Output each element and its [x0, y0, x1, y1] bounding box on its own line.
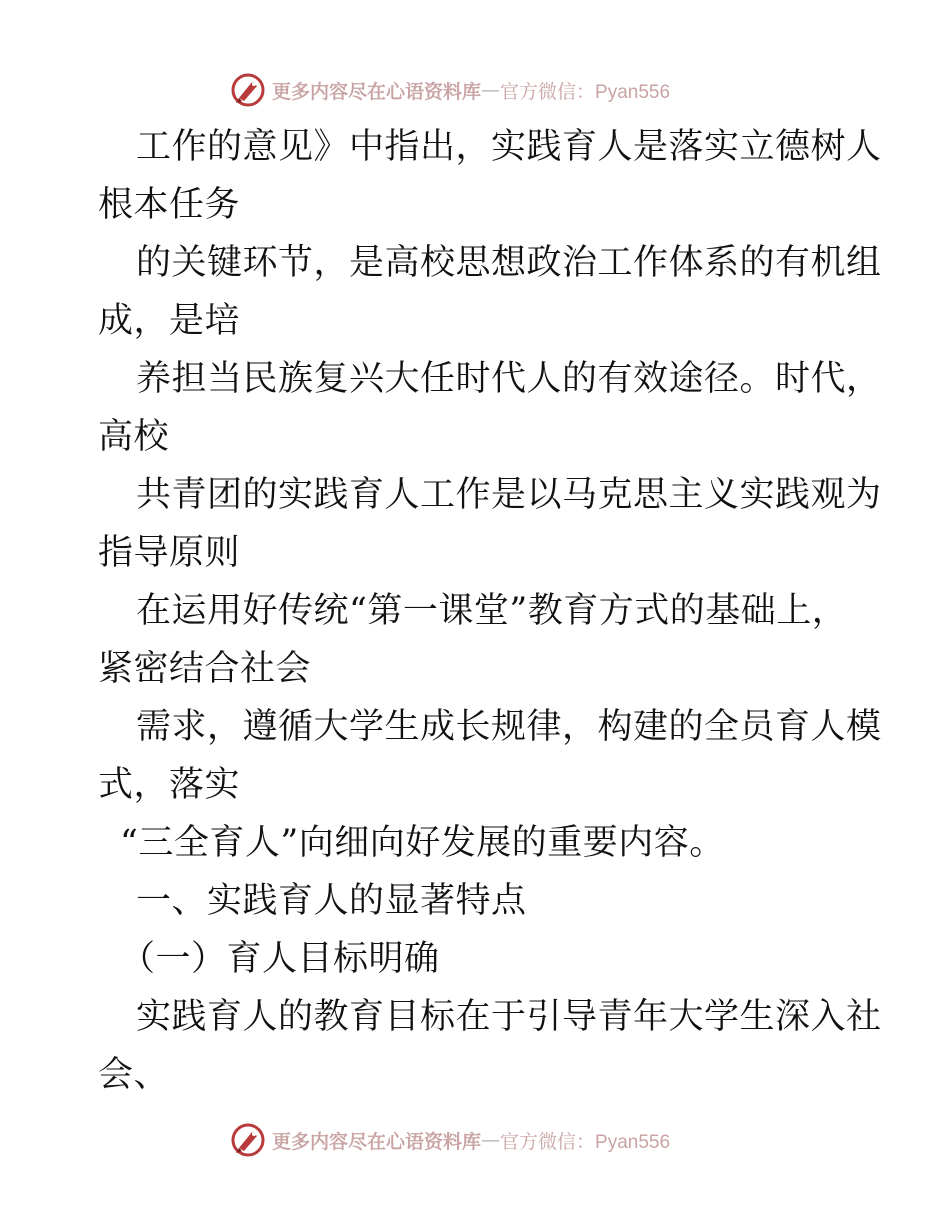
- wechat-account: 官方微信：Pyan556: [500, 81, 671, 103]
- text-line: 工作的意见》中指出，实践育人是落实立德树人: [136, 127, 882, 167]
- separator: —: [481, 1129, 501, 1151]
- header-watermark: [230, 70, 750, 110]
- separator: —: [481, 79, 501, 101]
- site-name: 更多内容尽在心语资料库: [272, 1130, 482, 1153]
- footer-watermark: [230, 1120, 750, 1160]
- site-name: 更多内容尽在心语资料库: [272, 80, 482, 103]
- text-line: 在运用好传统“第一课堂”教育方式的基础上，: [136, 591, 848, 631]
- section-heading: 一、实践育人的显著特点: [136, 881, 527, 921]
- body-text: [98, 118, 882, 1104]
- text-line: 共青团的实践育人工作是以马克思主义实践观为: [136, 475, 882, 515]
- text-line: 实践育人的教育目标在于引导青年大学生深入社: [136, 997, 882, 1037]
- subsection-heading: （一）育人目标明确: [120, 939, 440, 979]
- text-line: 高校: [98, 417, 170, 457]
- text-line: 紧密结合社会: [98, 649, 312, 689]
- text-line: 的关键环节，是高校思想政治工作体系的有机组: [136, 243, 882, 283]
- text-line: 养担当民族复兴大任时代人的有效途径。时代，: [136, 359, 882, 399]
- text-line: 会、: [98, 1055, 170, 1095]
- text-line: “三全育人”向细向好发展的重要内容。: [120, 823, 725, 863]
- text-line: 式，落实: [98, 765, 241, 805]
- text-line: 根本任务: [98, 185, 241, 225]
- wechat-account: 官方微信：Pyan556: [500, 1131, 671, 1153]
- pen-nib-logo-icon: [230, 72, 266, 108]
- pen-nib-logo-icon: [230, 1122, 266, 1158]
- text-line: 指导原则: [98, 533, 241, 573]
- text-line: 成，是培: [98, 301, 241, 341]
- text-line: 需求，遵循大学生成长规律，构建的全员育人模: [136, 707, 882, 747]
